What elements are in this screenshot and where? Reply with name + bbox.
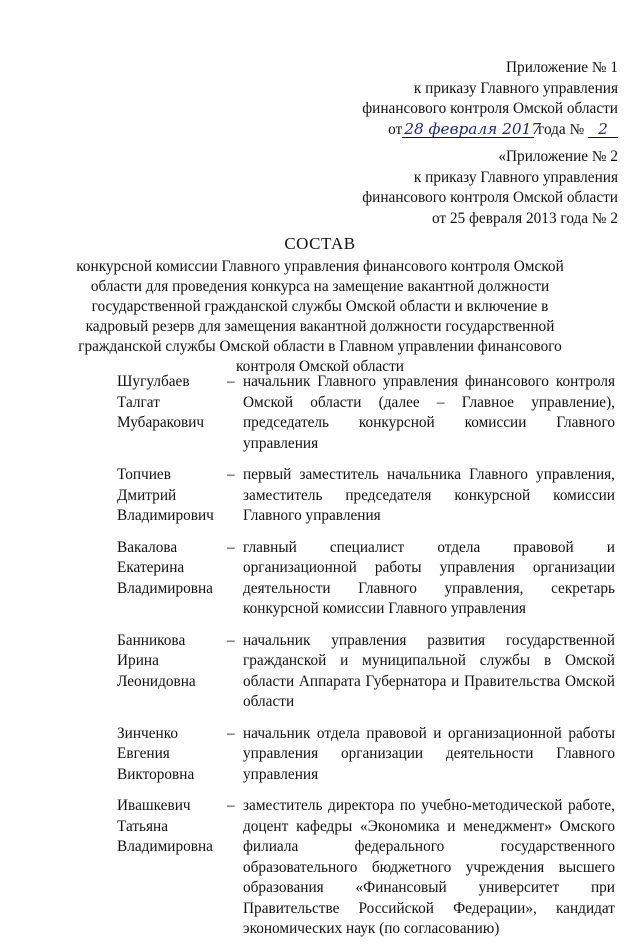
member-row: [117, 372, 615, 454]
appendix-2-header: [362, 147, 618, 229]
member-name: [117, 465, 227, 527]
number-label: №: [569, 120, 585, 138]
member-surname: Зинченко: [117, 724, 179, 742]
appendix-1-date-line: [362, 120, 618, 141]
member-surname: Топчиев: [117, 466, 171, 483]
appendix-1-order-line: к приказу Главного управления: [413, 79, 618, 97]
document-subtitle: конкурсной комиссии Главного управления финансового контроля Омской области для проведения конкурса на замещение вакантной должности государственной гражданской службы Омской области и включение в кадровый резерв для замещения вакантной должности государственной гражданской службы Омской области в Главном управлении финансового контроля Омской области: [76, 258, 564, 375]
commission-member-list: [117, 372, 615, 951]
date-year-word: года: [538, 120, 566, 138]
member-first-name: Екатерина: [117, 559, 185, 576]
member-dash: –: [227, 538, 235, 556]
member-first-name: Дмитрий: [117, 486, 177, 504]
appendix-2-title: «Приложение № 2: [498, 148, 618, 165]
date-prefix: от: [388, 120, 403, 138]
handwritten-number: 2: [588, 121, 618, 138]
handwritten-date: 28 февраля 2017: [404, 119, 542, 138]
member-patronymic: Владимирович: [117, 507, 214, 524]
member-patronymic: Владимировна: [117, 838, 213, 855]
member-patronymic: Леонидовна: [117, 672, 196, 690]
member-first-name: Евгения: [117, 745, 170, 762]
member-surname: Ивашкевич: [117, 797, 191, 814]
member-row: [117, 538, 615, 620]
member-name: [117, 724, 227, 786]
member-patronymic: Владимировна: [117, 579, 213, 597]
member-surname: Шугулбаев: [117, 373, 190, 390]
member-dash: –: [227, 373, 235, 390]
member-row: [117, 631, 615, 713]
member-surname: Банникова: [117, 631, 186, 649]
member-description: начальник управления развития государственной гражданской и муниципальной службы в Омской области Аппарата Губернатора и Правительства Омской области: [243, 631, 615, 710]
member-dash: –: [227, 466, 235, 483]
member-name: [117, 538, 227, 620]
document-title: СОСТАВ: [284, 234, 356, 253]
member-first-name: Ирина: [117, 652, 159, 669]
member-row: [117, 465, 615, 527]
member-description: начальник отдела правовой и организационной работы управления организации деятельности Главного управления: [243, 724, 615, 783]
member-patronymic: Мубаракович: [117, 414, 205, 431]
member-row: [117, 796, 615, 940]
appendix-2-date-line: от 25 февраля 2013 года № 2: [431, 209, 618, 227]
member-description: начальник Главного управления финансового контроля Омской области (далее – Главное управление), председатель конкурсной комиссии Главного управления: [243, 373, 615, 452]
member-dash: –: [227, 797, 235, 814]
appendix-1-header: [362, 58, 618, 140]
member-description: главный специалист отдела правовой и организационной работы управления организации деятельности Главного управления, секретарь конкурсной комиссии Главного управления: [243, 538, 615, 617]
appendix-1-authority-line: финансового контроля Омской области: [362, 100, 618, 117]
document-title-block: [70, 234, 570, 377]
appendix-2-order-line: к приказу Главного управления: [413, 168, 618, 186]
member-dash: –: [227, 724, 235, 742]
member-patronymic: Викторовна: [117, 765, 195, 783]
member-name: [117, 372, 227, 454]
member-name: [117, 796, 227, 940]
member-description: первый заместитель начальника Главного управления, заместитель председателя конкурсной комиссии Главного управления: [243, 466, 615, 524]
member-description: заместитель директора по учебно-методической работе, доцент кафедры «Экономика и менеджмент» Омского филиала федерального государственного образовательного бюджетного учреждения высшего образования «Финансовый университет при Правительстве Российской Федерации», кандидат экономических наук (по согласованию): [243, 797, 615, 937]
member-first-name: Талгат: [117, 393, 160, 411]
appendix-2-authority-line: финансового контроля Омской области: [362, 189, 618, 206]
member-dash: –: [227, 631, 235, 649]
member-name: [117, 631, 227, 713]
member-first-name: Татьяна: [117, 817, 169, 835]
member-row: [117, 724, 615, 786]
appendix-1-title: Приложение № 1: [506, 59, 618, 76]
member-surname: Вакалова: [117, 538, 178, 556]
